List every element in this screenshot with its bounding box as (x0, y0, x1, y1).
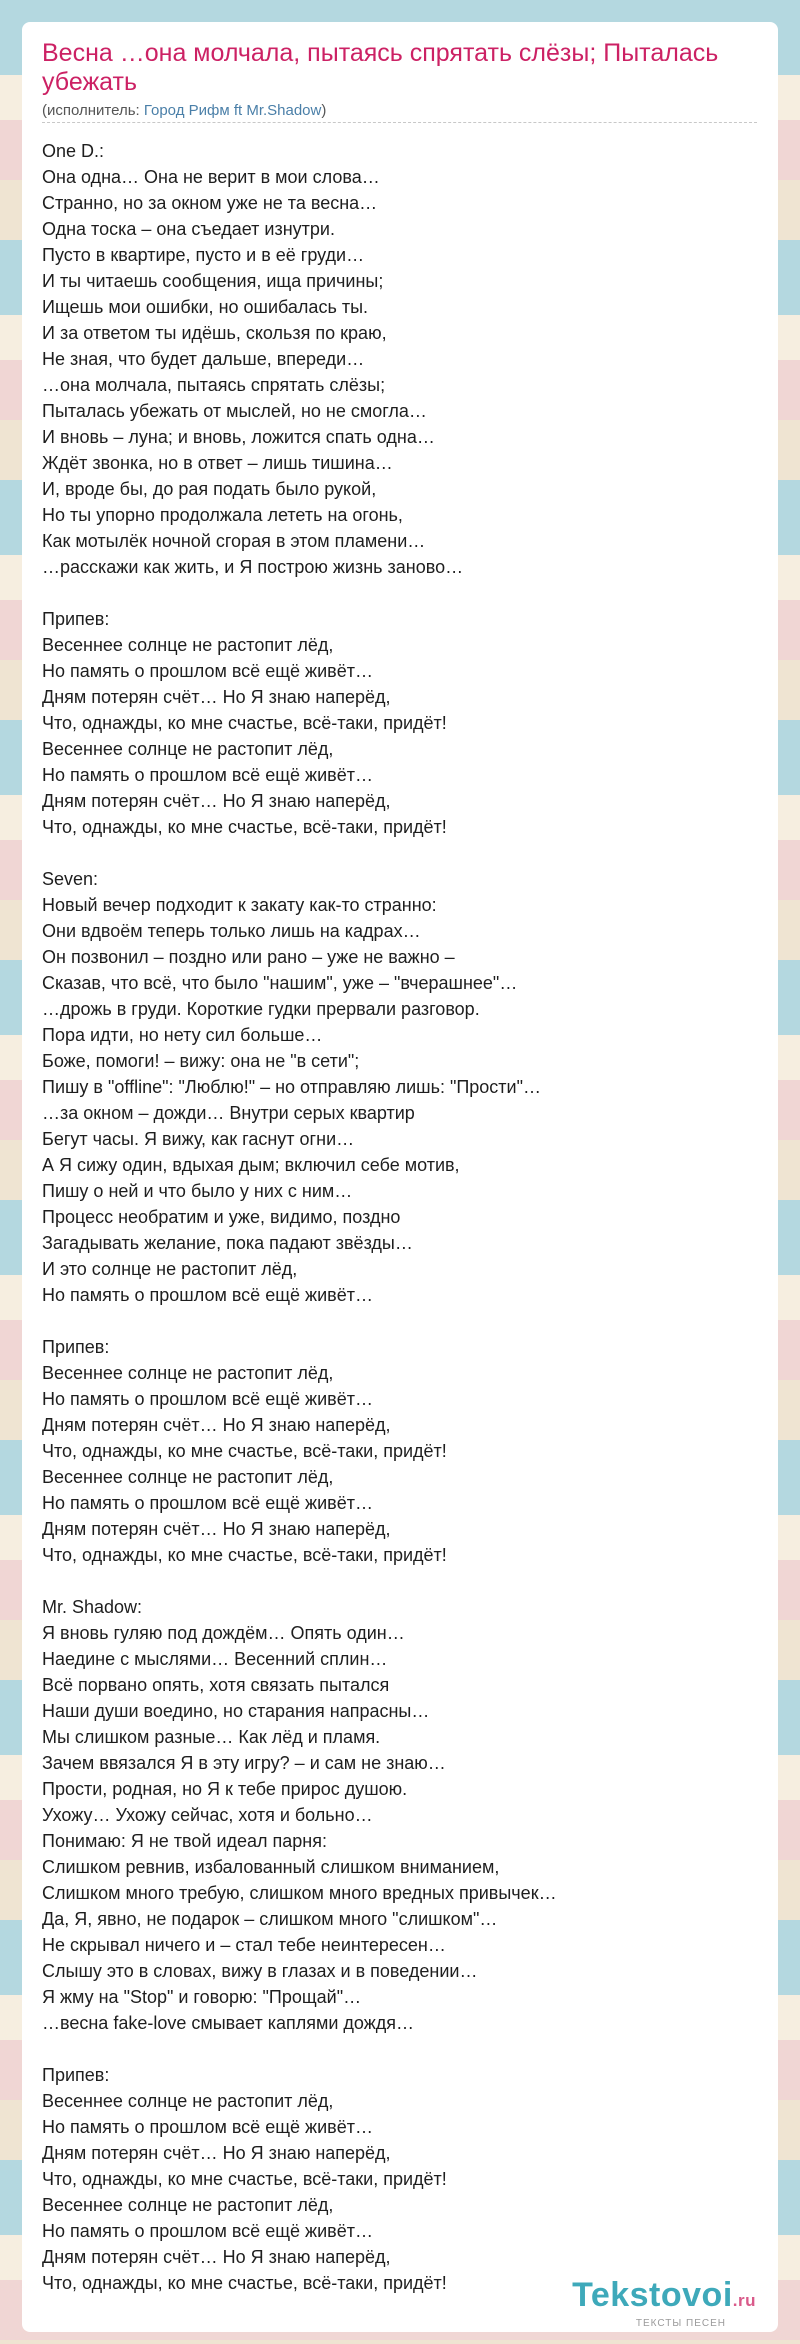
lyric-line: Пора идти, но нету сил больше… (42, 1025, 323, 1045)
lyric-line: Припев: (42, 1337, 110, 1357)
lyric-line: …за окном – дожди… Внутри серых квартир (42, 1103, 415, 1123)
lyric-line: …весна fake-love смывает каплями дождя… (42, 2013, 415, 2033)
lyric-line: Но память о прошлом всё ещё живёт… (42, 765, 373, 785)
lyric-line: Что, однажды, ко мне счастье, всё-таки, придёт! (42, 2169, 447, 2189)
lyric-line: Дням потерян счёт… Но Я знаю наперёд, (42, 791, 391, 811)
lyric-line: Дням потерян счёт… Но Я знаю наперёд, (42, 687, 391, 707)
lyric-line: Сказав, что всё, что было "нашим", уже – "вчерашнее"… (42, 973, 518, 993)
logo-tagline: ТЕКСТЫ ПЕСЕН (635, 2318, 726, 2329)
site-logo[interactable] (572, 2278, 756, 2330)
lyric-line: …она молчала, пытаясь спрятать слёзы; (42, 375, 386, 395)
lyric-line: Что, однажды, ко мне счастье, всё-таки, придёт! (42, 713, 447, 733)
lyric-line: Наедине с мыслями… Весенний сплин… (42, 1649, 388, 1669)
lyric-line: Боже, помоги! – вижу: она не "в сети"; (42, 1051, 360, 1071)
lyrics-card (22, 22, 778, 2332)
lyric-line: Весеннее солнце не растопит лёд, (42, 635, 334, 655)
lyric-line: Дням потерян счёт… Но Я знаю наперёд, (42, 2247, 391, 2267)
lyric-line: Слышу это в словах, вижу в глазах и в поведении… (42, 1961, 478, 1981)
stanza-gap (42, 2036, 762, 2062)
lyric-line: Одна тоска – она съедает изнутри. (42, 219, 335, 239)
lyric-line: Прости, родная, но Я к тебе прирос душою. (42, 1779, 408, 1799)
lyric-line: Он позвонил – поздно или рано – уже не важно – (42, 947, 455, 967)
lyric-line: Загадывать желание, пока падают звёзды… (42, 1233, 413, 1253)
stanza-gap (42, 840, 762, 866)
lyric-line: Пыталась убежать от мыслей, но не смогла… (42, 401, 427, 421)
lyric-line: Я жму на "Stop" и говорю: "Прощай"… (42, 1987, 362, 2007)
byline-suffix: ) (321, 102, 327, 119)
lyric-line: Припев: (42, 609, 110, 629)
lyric-line: Наши души воедино, но старания напрасны… (42, 1701, 430, 1721)
title-divider (42, 122, 757, 123)
stanza-gap (42, 1568, 762, 1594)
lyric-line: Припев: (42, 2065, 110, 2085)
lyric-line: Но память о прошлом всё ещё живёт… (42, 2117, 373, 2137)
lyric-line: Дням потерян счёт… Но Я знаю наперёд, (42, 1415, 391, 1435)
lyric-line: Слишком ревнив, избалованный слишком вниманием, (42, 1857, 500, 1877)
lyric-line: Да, Я, явно, не подарок – слишком много "слишком"… (42, 1909, 498, 1929)
lyric-line: А Я сижу один, вдыхая дым; включил себе мотив, (42, 1155, 460, 1175)
lyric-line: Бегут часы. Я вижу, как гаснут огни… (42, 1129, 355, 1149)
lyric-line: Весеннее солнце не растопит лёд, (42, 1467, 334, 1487)
lyric-line: Но память о прошлом всё ещё живёт… (42, 1285, 373, 1305)
lyric-line: Ухожу… Ухожу сейчас, хотя и больно… (42, 1805, 373, 1825)
lyric-line: Не скрывал ничего и – стал тебе неинтересен… (42, 1935, 446, 1955)
lyric-line: Seven: (42, 869, 99, 889)
lyric-line: Дням потерян счёт… Но Я знаю наперёд, (42, 1519, 391, 1539)
lyric-line: Но ты упорно продолжала лететь на огонь, (42, 505, 403, 525)
lyric-line: Понимаю: Я не твой идеал парня: (42, 1831, 327, 1851)
lyric-line: Весеннее солнце не растопит лёд, (42, 739, 334, 759)
lyric-line: Всё порвано опять, хотя связать пытался (42, 1675, 390, 1695)
lyric-line: И, вроде бы, до рая подать было рукой, (42, 479, 377, 499)
lyric-line: Но память о прошлом всё ещё живёт… (42, 1389, 373, 1409)
artist-link[interactable]: Город Рифм ft Mr.Shadow (143, 102, 322, 119)
lyric-line: Но память о прошлом всё ещё живёт… (42, 661, 373, 681)
artist-byline (42, 102, 326, 119)
stanza-gap (42, 580, 762, 606)
stanza-gap (42, 1308, 762, 1334)
lyric-line: И это солнце не растопит лёд, (42, 1259, 298, 1279)
byline-prefix: (исполнитель: (42, 102, 144, 119)
lyric-line: И вновь – луна; и вновь, ложится спать одна… (42, 427, 435, 447)
lyric-line: Новый вечер подходит к закату как-то странно: (42, 895, 437, 915)
lyric-line: Но память о прошлом всё ещё живёт… (42, 2221, 373, 2241)
lyric-line: Что, однажды, ко мне счастье, всё-таки, придёт! (42, 1441, 447, 1461)
lyric-line: Я вновь гуляю под дождём… Опять один… (42, 1623, 405, 1643)
lyric-line: Как мотылёк ночной сгорая в этом пламени… (42, 531, 426, 551)
lyric-line: Но память о прошлом всё ещё живёт… (42, 1493, 373, 1513)
lyric-line: Весеннее солнце не растопит лёд, (42, 2195, 334, 2215)
lyrics-body (42, 138, 762, 2296)
lyric-line: …дрожь в груди. Короткие гудки прервали разговор. (42, 999, 480, 1019)
lyric-line: Слишком много требую, слишком много вредных привычек… (42, 1883, 557, 1903)
lyric-line: Не зная, что будет дальше, впереди… (42, 349, 365, 369)
logo-tld: .ru (732, 2291, 756, 2310)
lyric-line: Она одна… Она не верит в мои слова… (42, 167, 380, 187)
lyric-line: И за ответом ты идёшь, скользя по краю, (42, 323, 387, 343)
lyric-line: Пишу в "offline": "Люблю!" – но отправляю лишь: "Прости"… (42, 1077, 541, 1097)
lyric-line: И ты читаешь сообщения, ища причины; (42, 271, 384, 291)
lyric-line: Дням потерян счёт… Но Я знаю наперёд, (42, 2143, 391, 2163)
lyric-line: Мы слишком разные… Как лёд и пламя. (42, 1727, 381, 1747)
lyric-line: Что, однажды, ко мне счастье, всё-таки, придёт! (42, 1545, 447, 1565)
lyric-line: Пишу о ней и что было у них с ним… (42, 1181, 353, 1201)
lyric-line: Процесс необратим и уже, видимо, поздно (42, 1207, 401, 1227)
lyric-line: Что, однажды, ко мне счастье, всё-таки, придёт! (42, 2273, 447, 2293)
lyric-line: One D.: (42, 141, 105, 161)
lyric-line: Странно, но за окном уже не та весна… (42, 193, 378, 213)
song-title: Весна …она молчала, пытаясь спрятать слёзы; Пыталась убежать (42, 39, 719, 96)
lyric-line: Весеннее солнце не растопит лёд, (42, 2091, 334, 2111)
lyric-line: Они вдвоём теперь только лишь на кадрах… (42, 921, 421, 941)
lyric-line: Пусто в квартире, пусто и в её груди… (42, 245, 365, 265)
logo-name: Tekstovoi (572, 2276, 733, 2314)
lyric-line: Весеннее солнце не растопит лёд, (42, 1363, 334, 1383)
lyric-line: Зачем ввязался Я в эту игру? – и сам не знаю… (42, 1753, 446, 1773)
lyric-line: Что, однажды, ко мне счастье, всё-таки, придёт! (42, 817, 447, 837)
lyric-line: Ищешь мои ошибки, но ошибалась ты. (42, 297, 369, 317)
lyric-line: …расскажи как жить, и Я построю жизнь заново… (42, 557, 464, 577)
lyric-line: Mr. Shadow: (42, 1597, 143, 1617)
lyric-line: Ждёт звонка, но в ответ – лишь тишина… (42, 453, 393, 473)
